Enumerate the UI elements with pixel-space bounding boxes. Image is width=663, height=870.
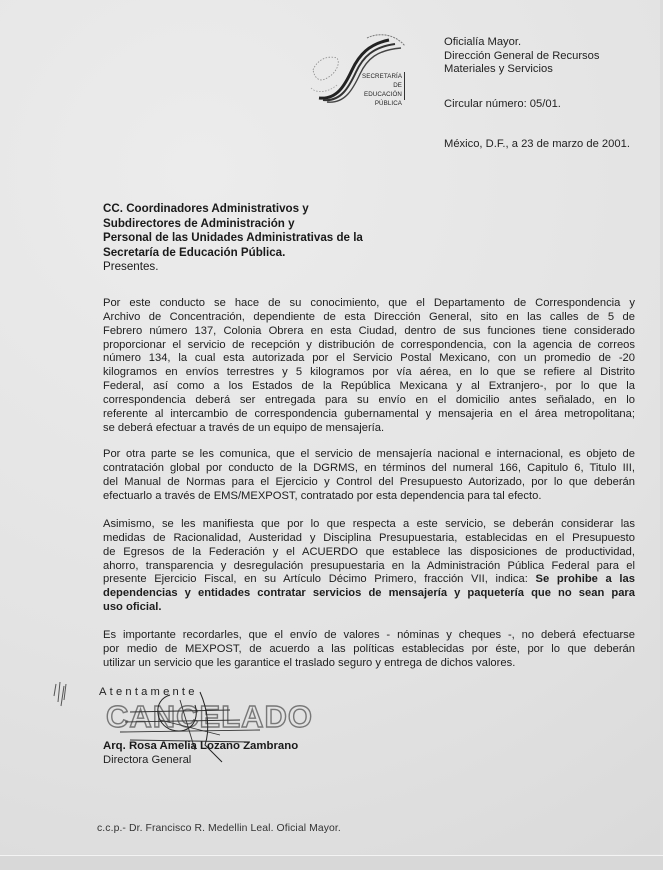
sender-line: Materiales y Servicios bbox=[444, 63, 553, 75]
text-line: Federal, así como a los Estados de la República Mexicana y al Extranjero-, por lo que la bbox=[103, 380, 635, 393]
text-line: Archivo de Concentración, dependiente de esta Dirección General, sito en las calles de 5 de bbox=[103, 310, 635, 323]
addressee-line: CC. Coordinadores Administrativos y bbox=[103, 202, 309, 215]
paragraph-4 bbox=[103, 629, 635, 671]
text-line: del Manual de Normas para el Ejercicio y Control del Presupuesto Autorizado, por lo que deberán bbox=[103, 475, 635, 488]
text-line: Por este conducto se hace de su conocimiento, que el Departamento de Correspondencia y bbox=[103, 297, 635, 309]
text-line: utilizar un servicio que les garantice el traslado seguro y entrega de dichos valores. bbox=[103, 656, 516, 669]
logo-text-line: SECRETARÍA DE bbox=[362, 73, 403, 89]
text-line: se deberá efectuar a través de un equipo de mensajería. bbox=[103, 421, 385, 434]
greeting: Presentes. bbox=[103, 260, 159, 273]
logo-text-line: PÚBLICA bbox=[374, 100, 402, 107]
handwritten-mark-icon bbox=[52, 680, 72, 710]
addressee-block bbox=[103, 202, 363, 275]
signer-title: Directora General bbox=[103, 754, 192, 766]
text-line: número 134, la cual esta autorizada por el Servicio Postal Mexicano, con un promedio de -20 bbox=[103, 352, 635, 365]
logo-divider bbox=[404, 72, 405, 100]
text-line bbox=[103, 573, 635, 587]
text-line: proporcionar el servicio de recepción y distribución de correspondencia, con la agencia de correos bbox=[103, 338, 635, 351]
text-line: Es importante recordarles, que el envío de valores - nóminas y cheques -, no deberá efectuarse bbox=[103, 629, 635, 641]
text-normal: presente Ejercicio Fiscal, en su Artículo Décimo Primero, fracción VII, indica: bbox=[103, 573, 536, 586]
prohibition-line: dependencias y entidades contratar servicios de mensajería y paquetería que no sean para bbox=[103, 587, 635, 600]
text-line: de Egresos de la Federación y el ACUERDO que establece las disposiciones de productividad, bbox=[103, 545, 635, 558]
cancelled-stamp: CANCELADO bbox=[106, 699, 314, 734]
signer-name: Arq. Rosa Amelia Lozano Zambrano bbox=[103, 740, 299, 752]
paragraph-2 bbox=[103, 448, 635, 503]
sender-office bbox=[444, 36, 599, 77]
text-line: kilogramos en envíos terrestres y 5 kilogramos por vía aérea, en lo que se refiere al Distrito bbox=[103, 366, 635, 379]
text-line: contratación global por conducto de la DGRMS, en términos del numeral 166, Capitulo 6, Titulo III, bbox=[103, 461, 635, 474]
text-line: correspondencia deberá ser entregada para su envío en el domicilio antes señalado, en lo bbox=[103, 393, 635, 406]
paragraph-3 bbox=[103, 518, 635, 615]
sender-line: Dirección General de Recursos bbox=[444, 49, 600, 62]
logo-text bbox=[362, 72, 402, 108]
circular-number: Circular número: 05/01. bbox=[444, 98, 561, 110]
text-line: medidas de Racionalidad, Austeridad y Disciplina Presupuestaria, establecidas en el Presupuesto bbox=[103, 531, 635, 544]
text-line: ahorro, transparencia y desregulación presupuestaria en la Administración Pública Federal para el bbox=[103, 559, 635, 572]
sender-line: Oficialía Mayor. bbox=[444, 36, 522, 48]
addressee-line: Personal de las Unidades Administrativas de la bbox=[103, 231, 363, 244]
closing: Atentamente bbox=[99, 686, 198, 698]
carbon-copy: c.c.p.- Dr. Francisco R. Medellin Leal. Oficial Mayor. bbox=[97, 823, 341, 834]
addressee-line: Secretaría de Educación Pública. bbox=[103, 245, 286, 259]
text-line: efectuarlo a través de EMS/MEXPOST, contratado por esta dependencia para tal efecto. bbox=[103, 489, 542, 502]
text-line: referente al intercambio de correspondencia gubernamental y mensajeria en el área metropolitana; bbox=[103, 407, 635, 420]
scan-edge bbox=[0, 855, 663, 870]
addressee-line: Subdirectores de Administración y bbox=[103, 216, 295, 230]
text-line: por medio de MEXPOST, de acuerdo a las políticas establecidas por éste, por lo que deberán bbox=[103, 642, 635, 655]
text-line: Por otra parte se les comunica, que el servicio de mensajería nacional e internacional, es objeto de bbox=[103, 448, 635, 460]
prohibition-line: uso oficial. bbox=[103, 601, 162, 614]
paragraph-1 bbox=[103, 297, 635, 435]
text-line: Febrero número 137, Colonia Obrera en esta Ciudad, dentro de sus funciones tiene considerado bbox=[103, 324, 635, 337]
letter-date: México, D.F., a 23 de marzo de 2001. bbox=[444, 138, 630, 150]
logo-text-line: EDUCACIÓN bbox=[363, 91, 402, 98]
prohibition-text: Se prohibe a las bbox=[535, 573, 635, 586]
text-line: Asimismo, se les manifiesta que por lo que respecta a este servicio, se deberán considerar las bbox=[103, 518, 635, 530]
